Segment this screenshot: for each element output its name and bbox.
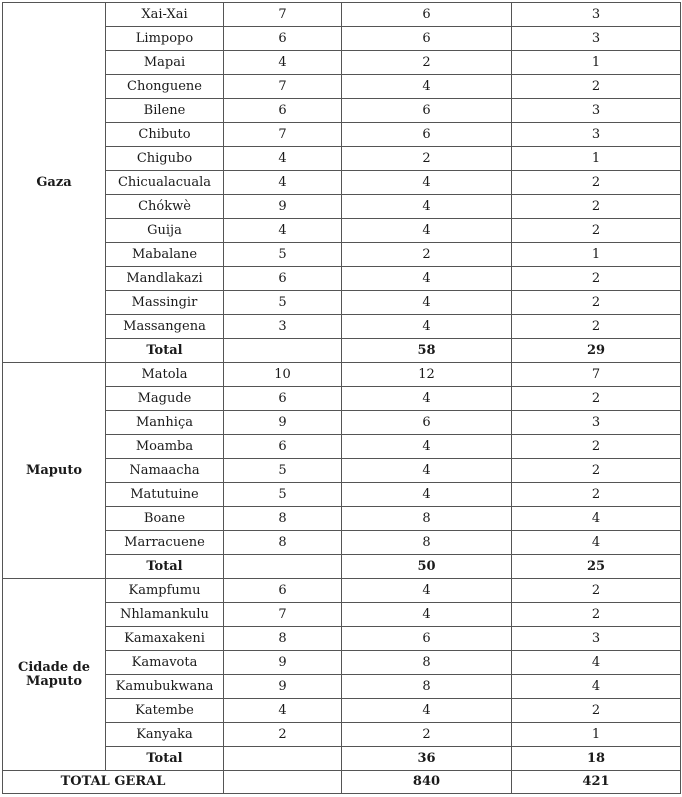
value-cell-a: 5 (224, 483, 342, 507)
value-cell-a: 6 (224, 99, 342, 123)
value-cell-c: 2 (512, 171, 681, 195)
total-cell-c: 25 (512, 555, 681, 579)
value-cell-c: 4 (512, 675, 681, 699)
district-cell: Guija (106, 219, 224, 243)
total-label: Total (106, 747, 224, 771)
district-cell: Katembe (106, 699, 224, 723)
value-cell-b: 4 (342, 75, 512, 99)
grand-total-cell-a (224, 771, 342, 794)
value-cell-c: 2 (512, 387, 681, 411)
districts-table (2, 2, 681, 794)
value-cell-b: 2 (342, 243, 512, 267)
value-cell-a: 9 (224, 411, 342, 435)
total-cell-a (224, 555, 342, 579)
value-cell-a: 4 (224, 699, 342, 723)
total-label: Total (106, 339, 224, 363)
total-cell-b: 50 (342, 555, 512, 579)
value-cell-b: 4 (342, 699, 512, 723)
value-cell-a: 7 (224, 603, 342, 627)
value-cell-c: 2 (512, 75, 681, 99)
total-cell-b: 36 (342, 747, 512, 771)
value-cell-b: 4 (342, 267, 512, 291)
district-cell: Limpopo (106, 27, 224, 51)
total-cell-b: 58 (342, 339, 512, 363)
table-row (3, 363, 681, 387)
value-cell-b: 6 (342, 627, 512, 651)
value-cell-c: 2 (512, 291, 681, 315)
total-cell-c: 18 (512, 747, 681, 771)
value-cell-c: 2 (512, 483, 681, 507)
grand-total-cell-b: 840 (342, 771, 512, 794)
table-body (3, 3, 681, 794)
province-cell: Gaza (3, 3, 106, 363)
value-cell-b: 4 (342, 171, 512, 195)
value-cell-a: 6 (224, 387, 342, 411)
value-cell-b: 4 (342, 579, 512, 603)
value-cell-a: 8 (224, 531, 342, 555)
value-cell-b: 4 (342, 459, 512, 483)
value-cell-b: 6 (342, 27, 512, 51)
district-cell: Bilene (106, 99, 224, 123)
district-cell: Namaacha (106, 459, 224, 483)
district-cell: Matutuine (106, 483, 224, 507)
table-row (3, 3, 681, 27)
district-cell: Matola (106, 363, 224, 387)
value-cell-a: 4 (224, 219, 342, 243)
total-cell-a (224, 339, 342, 363)
district-cell: Mabalane (106, 243, 224, 267)
district-cell: Chigubo (106, 147, 224, 171)
value-cell-c: 2 (512, 579, 681, 603)
district-cell: Massingir (106, 291, 224, 315)
value-cell-b: 8 (342, 651, 512, 675)
value-cell-b: 4 (342, 435, 512, 459)
grand-total-label: TOTAL GERAL (3, 771, 224, 794)
district-cell: Mapai (106, 51, 224, 75)
district-cell: Marracuene (106, 531, 224, 555)
value-cell-c: 1 (512, 147, 681, 171)
value-cell-c: 4 (512, 651, 681, 675)
value-cell-c: 2 (512, 315, 681, 339)
value-cell-c: 1 (512, 243, 681, 267)
district-cell: Moamba (106, 435, 224, 459)
value-cell-b: 6 (342, 123, 512, 147)
value-cell-b: 2 (342, 723, 512, 747)
value-cell-c: 3 (512, 411, 681, 435)
value-cell-c: 4 (512, 531, 681, 555)
value-cell-a: 4 (224, 51, 342, 75)
value-cell-c: 3 (512, 99, 681, 123)
value-cell-a: 6 (224, 267, 342, 291)
value-cell-a: 2 (224, 723, 342, 747)
table-row (3, 579, 681, 603)
value-cell-b: 6 (342, 411, 512, 435)
value-cell-a: 9 (224, 675, 342, 699)
value-cell-c: 7 (512, 363, 681, 387)
value-cell-c: 3 (512, 627, 681, 651)
value-cell-c: 3 (512, 123, 681, 147)
district-cell: Chókwè (106, 195, 224, 219)
value-cell-b: 2 (342, 147, 512, 171)
value-cell-c: 2 (512, 267, 681, 291)
grand-total-cell-c: 421 (512, 771, 681, 794)
district-cell: Xai-Xai (106, 3, 224, 27)
value-cell-c: 1 (512, 51, 681, 75)
province-cell: Cidade de Maputo (3, 579, 106, 771)
value-cell-c: 1 (512, 723, 681, 747)
value-cell-a: 10 (224, 363, 342, 387)
value-cell-a: 7 (224, 3, 342, 27)
value-cell-a: 5 (224, 459, 342, 483)
value-cell-b: 4 (342, 195, 512, 219)
district-cell: Mandlakazi (106, 267, 224, 291)
value-cell-b: 4 (342, 483, 512, 507)
value-cell-a: 5 (224, 243, 342, 267)
value-cell-c: 2 (512, 603, 681, 627)
district-cell: Kamubukwana (106, 675, 224, 699)
value-cell-c: 2 (512, 459, 681, 483)
district-cell: Chibuto (106, 123, 224, 147)
value-cell-a: 7 (224, 123, 342, 147)
district-cell: Manhiça (106, 411, 224, 435)
total-cell-a (224, 747, 342, 771)
district-cell: Kampfumu (106, 579, 224, 603)
value-cell-c: 2 (512, 219, 681, 243)
value-cell-c: 2 (512, 435, 681, 459)
value-cell-b: 8 (342, 675, 512, 699)
value-cell-c: 2 (512, 195, 681, 219)
district-cell: Magude (106, 387, 224, 411)
district-cell: Nhlamankulu (106, 603, 224, 627)
value-cell-a: 5 (224, 291, 342, 315)
value-cell-a: 9 (224, 651, 342, 675)
total-label: Total (106, 555, 224, 579)
district-cell: Massangena (106, 315, 224, 339)
value-cell-c: 3 (512, 27, 681, 51)
value-cell-a: 4 (224, 171, 342, 195)
value-cell-a: 6 (224, 27, 342, 51)
total-cell-c: 29 (512, 339, 681, 363)
value-cell-b: 4 (342, 291, 512, 315)
value-cell-a: 9 (224, 195, 342, 219)
grand-total-row (3, 771, 681, 794)
value-cell-c: 2 (512, 699, 681, 723)
province-cell: Maputo (3, 363, 106, 579)
value-cell-a: 8 (224, 627, 342, 651)
value-cell-b: 4 (342, 387, 512, 411)
district-cell: Chonguene (106, 75, 224, 99)
value-cell-b: 8 (342, 531, 512, 555)
value-cell-b: 4 (342, 603, 512, 627)
value-cell-a: 7 (224, 75, 342, 99)
district-cell: Kamaxakeni (106, 627, 224, 651)
value-cell-c: 4 (512, 507, 681, 531)
value-cell-b: 2 (342, 51, 512, 75)
district-cell: Chicualacuala (106, 171, 224, 195)
value-cell-b: 4 (342, 219, 512, 243)
value-cell-a: 3 (224, 315, 342, 339)
value-cell-a: 4 (224, 147, 342, 171)
value-cell-a: 8 (224, 507, 342, 531)
district-cell: Kamavota (106, 651, 224, 675)
value-cell-b: 6 (342, 99, 512, 123)
value-cell-a: 6 (224, 435, 342, 459)
value-cell-b: 12 (342, 363, 512, 387)
district-cell: Kanyaka (106, 723, 224, 747)
value-cell-a: 6 (224, 579, 342, 603)
value-cell-b: 8 (342, 507, 512, 531)
value-cell-b: 6 (342, 3, 512, 27)
value-cell-c: 3 (512, 3, 681, 27)
district-cell: Boane (106, 507, 224, 531)
value-cell-b: 4 (342, 315, 512, 339)
